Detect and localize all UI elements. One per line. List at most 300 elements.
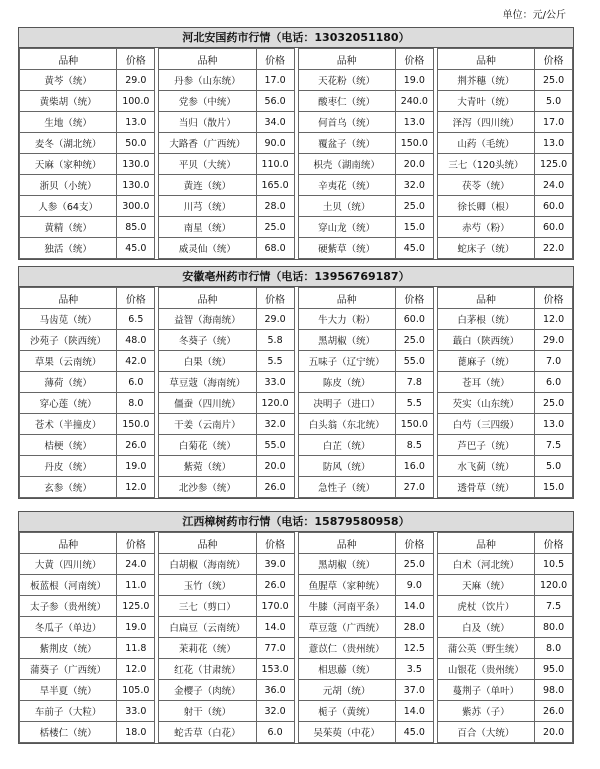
variety-price: 5.0 (535, 456, 573, 477)
variety-name: 苍术（半撞皮） (20, 414, 117, 435)
table-row (437, 554, 572, 575)
variety-name: 穿心莲（统） (20, 393, 117, 414)
variety-price: 48.0 (117, 330, 155, 351)
variety-price: 60.0 (535, 217, 573, 238)
variety-price: 14.0 (395, 596, 433, 617)
variety-name: 白芷（统） (298, 435, 395, 456)
variety-price: 42.0 (117, 351, 155, 372)
variety-name: 车前子（大粒） (20, 701, 117, 722)
table-row (298, 659, 433, 680)
variety-price: 45.0 (395, 722, 433, 743)
variety-price: 26.0 (256, 575, 294, 596)
table-row (298, 196, 433, 217)
variety-price: 77.0 (256, 638, 294, 659)
column-header-variety: 品种 (437, 533, 534, 554)
table-row (298, 175, 433, 196)
table-row (20, 351, 155, 372)
column-header-variety: 品种 (159, 533, 256, 554)
column-header-variety: 品种 (20, 288, 117, 309)
table-row (20, 701, 155, 722)
variety-price: 10.5 (535, 554, 573, 575)
variety-name: 生地（统） (20, 112, 117, 133)
price-table-group (19, 532, 155, 743)
variety-name: 冬葵子（统） (159, 330, 256, 351)
table-row (20, 554, 155, 575)
table-row (437, 617, 572, 638)
table-row (437, 217, 572, 238)
column-header-variety: 品种 (298, 288, 395, 309)
variety-name: 草豆蔻（海南统） (159, 372, 256, 393)
variety-name: 白果（统） (159, 351, 256, 372)
variety-price: 8.0 (117, 393, 155, 414)
market-section-jiangxi-zhangshu (18, 511, 574, 744)
table-row (298, 133, 433, 154)
table-row (159, 617, 294, 638)
price-table-group (158, 532, 294, 743)
variety-price: 120.0 (256, 393, 294, 414)
variety-price: 68.0 (256, 238, 294, 259)
variety-price: 9.0 (395, 575, 433, 596)
variety-name: 辛夷花（统） (298, 175, 395, 196)
table-row (298, 638, 433, 659)
variety-price: 26.0 (256, 477, 294, 498)
table-row (159, 196, 294, 217)
variety-price: 32.0 (256, 414, 294, 435)
variety-name: 白术（河北统） (437, 554, 534, 575)
variety-price: 20.0 (395, 154, 433, 175)
table-row (298, 680, 433, 701)
variety-name: 元胡（统） (298, 680, 395, 701)
variety-name: 何首乌（统） (298, 112, 395, 133)
table-row (159, 91, 294, 112)
table-header-row (159, 533, 294, 554)
variety-name: 玉竹（统） (159, 575, 256, 596)
variety-name: 山药（毛统） (437, 133, 534, 154)
variety-name: 硬紫草（统） (298, 238, 395, 259)
variety-name: 蛇舌草（白花） (159, 722, 256, 743)
table-row (437, 722, 572, 743)
variety-price: 28.0 (256, 196, 294, 217)
price-table-group (298, 532, 434, 743)
variety-price: 85.0 (117, 217, 155, 238)
table-row (20, 477, 155, 498)
variety-price: 5.5 (395, 393, 433, 414)
table-row (159, 554, 294, 575)
variety-name: 益智（海南统） (159, 309, 256, 330)
variety-price: 12.0 (117, 659, 155, 680)
table-row (20, 112, 155, 133)
variety-name: 旱半夏（统） (20, 680, 117, 701)
variety-name: 天麻（统） (437, 575, 534, 596)
variety-price: 90.0 (256, 133, 294, 154)
table-row (298, 70, 433, 91)
variety-price: 36.0 (256, 680, 294, 701)
variety-price: 12.0 (117, 477, 155, 498)
variety-price: 13.0 (395, 112, 433, 133)
variety-price: 55.0 (395, 351, 433, 372)
table-header-row (437, 49, 572, 70)
price-table-group (19, 48, 155, 259)
price-table-group (437, 532, 573, 743)
variety-name: 黑胡椒（统） (298, 330, 395, 351)
variety-name: 南星（统） (159, 217, 256, 238)
variety-name: 桔梗（统） (20, 435, 117, 456)
variety-price: 120.0 (535, 575, 573, 596)
variety-name: 急性子（统） (298, 477, 395, 498)
column-header-price: 价格 (395, 288, 433, 309)
variety-name: 相思藤（统） (298, 659, 395, 680)
table-row (437, 680, 572, 701)
variety-name: 紫苏（子） (437, 701, 534, 722)
variety-name: 白头翁（东北统） (298, 414, 395, 435)
table-row (437, 372, 572, 393)
table-row (298, 217, 433, 238)
variety-price: 150.0 (395, 414, 433, 435)
variety-price: 25.0 (395, 554, 433, 575)
table-row (298, 575, 433, 596)
variety-price: 153.0 (256, 659, 294, 680)
variety-price: 26.0 (117, 435, 155, 456)
variety-name: 射干（统） (159, 701, 256, 722)
variety-price: 24.0 (117, 554, 155, 575)
variety-name: 防风（统） (298, 456, 395, 477)
column-header-price: 价格 (117, 533, 155, 554)
price-grid (18, 286, 574, 499)
variety-price: 8.0 (535, 638, 573, 659)
unit-label: 单位：元/公斤 (502, 10, 566, 21)
table-row (437, 351, 572, 372)
table-row (298, 414, 433, 435)
variety-price: 50.0 (117, 133, 155, 154)
variety-price: 26.0 (535, 701, 573, 722)
variety-name: 徐长卿（根） (437, 196, 534, 217)
variety-price: 105.0 (117, 680, 155, 701)
variety-name: 干姜（云南片） (159, 414, 256, 435)
column-header-variety: 品种 (159, 288, 256, 309)
variety-price: 32.0 (256, 701, 294, 722)
variety-name: 金樱子（肉统） (159, 680, 256, 701)
variety-name: 透骨草（统） (437, 477, 534, 498)
variety-price: 34.0 (256, 112, 294, 133)
variety-name: 板蓝根（河南统） (20, 575, 117, 596)
table-header-row (298, 288, 433, 309)
variety-name: 白扁豆（云南统） (159, 617, 256, 638)
price-table-group (437, 48, 573, 259)
table-row (20, 638, 155, 659)
table-row (159, 309, 294, 330)
table-row (159, 638, 294, 659)
variety-name: 玄参（统） (20, 477, 117, 498)
variety-name: 决明子（进口） (298, 393, 395, 414)
table-row (159, 154, 294, 175)
table-row (159, 175, 294, 196)
variety-price: 170.0 (256, 596, 294, 617)
column-header-price: 价格 (535, 288, 573, 309)
variety-name: 覆盆子（统） (298, 133, 395, 154)
table-row (437, 414, 572, 435)
variety-price: 6.5 (117, 309, 155, 330)
variety-price: 6.0 (117, 372, 155, 393)
table-row (298, 154, 433, 175)
table-row (298, 112, 433, 133)
variety-price: 29.0 (256, 309, 294, 330)
variety-name: 芦巴子（统） (437, 435, 534, 456)
table-row (20, 456, 155, 477)
market-section-hebei-anguo (18, 27, 574, 260)
variety-price: 14.0 (256, 617, 294, 638)
variety-price: 60.0 (535, 196, 573, 217)
variety-price: 24.0 (535, 175, 573, 196)
price-grid (18, 47, 574, 260)
variety-name: 虎杖（饮片） (437, 596, 534, 617)
column-header-variety: 品种 (437, 288, 534, 309)
variety-price: 25.0 (535, 393, 573, 414)
table-row (437, 154, 572, 175)
variety-price: 150.0 (117, 414, 155, 435)
column-header-price: 价格 (117, 288, 155, 309)
table-row (437, 435, 572, 456)
variety-price: 6.0 (256, 722, 294, 743)
table-row (437, 596, 572, 617)
table-row (159, 701, 294, 722)
variety-price: 165.0 (256, 175, 294, 196)
column-header-price: 价格 (395, 533, 433, 554)
variety-price: 56.0 (256, 91, 294, 112)
variety-name: 白及（统） (437, 617, 534, 638)
table-row (298, 554, 433, 575)
price-table-group (437, 287, 573, 498)
price-table-group (158, 48, 294, 259)
variety-price: 55.0 (256, 435, 294, 456)
variety-name: 蒲葵子（广西统） (20, 659, 117, 680)
variety-price: 45.0 (117, 238, 155, 259)
table-header-row (159, 49, 294, 70)
variety-price: 5.0 (535, 91, 573, 112)
table-row (437, 477, 572, 498)
variety-name: 芡实（山东统） (437, 393, 534, 414)
table-row (298, 309, 433, 330)
variety-name: 平贝（大统） (159, 154, 256, 175)
table-row (298, 722, 433, 743)
table-row (20, 91, 155, 112)
table-row (159, 456, 294, 477)
column-header-variety: 品种 (437, 49, 534, 70)
variety-price: 8.5 (395, 435, 433, 456)
variety-name: 冬瓜子（单边） (20, 617, 117, 638)
table-header-row (20, 533, 155, 554)
variety-name: 薄荷（统） (20, 372, 117, 393)
column-header-price: 价格 (256, 533, 294, 554)
table-row (20, 217, 155, 238)
variety-name: 牛大力（粉） (298, 309, 395, 330)
table-row (437, 701, 572, 722)
table-row (159, 477, 294, 498)
variety-name: 草果（云南统） (20, 351, 117, 372)
variety-name: 马齿苋（统） (20, 309, 117, 330)
table-row (159, 722, 294, 743)
variety-name: 北沙参（统） (159, 477, 256, 498)
variety-name: 白芍（三四级） (437, 414, 534, 435)
variety-name: 百合（大统） (437, 722, 534, 743)
variety-price: 32.0 (395, 175, 433, 196)
variety-name: 威灵仙（统） (159, 238, 256, 259)
variety-name: 人参（64支） (20, 196, 117, 217)
table-row (20, 659, 155, 680)
table-row (20, 133, 155, 154)
variety-name: 大路香（广西统） (159, 133, 256, 154)
variety-price: 33.0 (117, 701, 155, 722)
variety-name: 蔓荆子（单叶） (437, 680, 534, 701)
table-row (159, 133, 294, 154)
variety-price: 33.0 (256, 372, 294, 393)
table-row (159, 680, 294, 701)
table-row (298, 596, 433, 617)
variety-name: 陈皮（统） (298, 372, 395, 393)
table-row (159, 659, 294, 680)
variety-name: 土贝（统） (298, 196, 395, 217)
variety-price: 28.0 (395, 617, 433, 638)
table-header-row (20, 49, 155, 70)
table-row (159, 596, 294, 617)
column-header-price: 价格 (117, 49, 155, 70)
price-table-group (298, 48, 434, 259)
table-row (437, 309, 572, 330)
table-row (20, 722, 155, 743)
variety-price: 3.5 (395, 659, 433, 680)
table-row (159, 330, 294, 351)
variety-name: 紫菀（统） (159, 456, 256, 477)
table-row (159, 112, 294, 133)
variety-name: 红花（甘肃统） (159, 659, 256, 680)
variety-price: 45.0 (395, 238, 433, 259)
variety-name: 蕺白（陕西统） (437, 330, 534, 351)
variety-price: 125.0 (535, 154, 573, 175)
table-row (20, 196, 155, 217)
table-row (437, 196, 572, 217)
variety-price: 13.0 (535, 414, 573, 435)
variety-name: 独活（统） (20, 238, 117, 259)
variety-price: 19.0 (117, 617, 155, 638)
variety-price: 25.0 (256, 217, 294, 238)
variety-price: 13.0 (117, 112, 155, 133)
variety-name: 丹皮（统） (20, 456, 117, 477)
table-row (159, 351, 294, 372)
variety-name: 黄连（统） (159, 175, 256, 196)
variety-price: 19.0 (117, 456, 155, 477)
table-row (437, 456, 572, 477)
table-row (298, 701, 433, 722)
column-header-variety: 品种 (298, 49, 395, 70)
variety-name: 酸枣仁（统） (298, 91, 395, 112)
table-row (298, 435, 433, 456)
variety-price: 37.0 (395, 680, 433, 701)
table-header-row (437, 533, 572, 554)
variety-name: 川芎（统） (159, 196, 256, 217)
table-row (437, 112, 572, 133)
market-title: 安徽亳州药市行情（电话：13956769187） (18, 266, 574, 286)
variety-price: 5.8 (256, 330, 294, 351)
variety-name: 浙贝（小统） (20, 175, 117, 196)
table-row (437, 575, 572, 596)
variety-name: 白菊花（统） (159, 435, 256, 456)
variety-price: 25.0 (395, 196, 433, 217)
variety-price: 17.0 (535, 112, 573, 133)
variety-name: 黄精（统） (20, 217, 117, 238)
variety-price: 110.0 (256, 154, 294, 175)
variety-name: 穿山龙（统） (298, 217, 395, 238)
variety-name: 枳壳（湖南统） (298, 154, 395, 175)
variety-price: 125.0 (117, 596, 155, 617)
price-table-group (158, 287, 294, 498)
variety-name: 丹参（山东统） (159, 70, 256, 91)
variety-name: 黄柴胡（统） (20, 91, 117, 112)
variety-name: 蓖麻子（统） (437, 351, 534, 372)
table-row (437, 393, 572, 414)
variety-price: 11.0 (117, 575, 155, 596)
price-table-group (298, 287, 434, 498)
table-header-row (20, 288, 155, 309)
table-row (159, 238, 294, 259)
market-section-anhui-bozhou (18, 266, 574, 499)
table-row (437, 70, 572, 91)
variety-name: 白胡椒（海南统） (159, 554, 256, 575)
variety-name: 草豆蔻（广西统） (298, 617, 395, 638)
variety-price: 5.5 (256, 351, 294, 372)
variety-name: 白茅根（统） (437, 309, 534, 330)
variety-name: 天花粉（统） (298, 70, 395, 91)
table-row (20, 596, 155, 617)
variety-name: 蛇床子（统） (437, 238, 534, 259)
variety-price: 13.0 (535, 133, 573, 154)
table-row (159, 435, 294, 456)
table-row (437, 91, 572, 112)
variety-name: 牛膝（河南平条） (298, 596, 395, 617)
variety-price: 17.0 (256, 70, 294, 91)
variety-name: 蒲公英（野生统） (437, 638, 534, 659)
column-header-variety: 品种 (159, 49, 256, 70)
variety-name: 茉莉花（统） (159, 638, 256, 659)
variety-price: 15.0 (535, 477, 573, 498)
table-row (298, 477, 433, 498)
market-title: 河北安国药市行情（电话：13032051180） (18, 27, 574, 47)
variety-price: 7.0 (535, 351, 573, 372)
variety-price: 25.0 (535, 70, 573, 91)
variety-price: 25.0 (395, 330, 433, 351)
table-row (20, 617, 155, 638)
column-header-price: 价格 (395, 49, 433, 70)
variety-price: 60.0 (395, 309, 433, 330)
variety-name: 吴茱萸（中花） (298, 722, 395, 743)
variety-price: 39.0 (256, 554, 294, 575)
table-row (298, 372, 433, 393)
variety-name: 五味子（辽宁统） (298, 351, 395, 372)
variety-price: 20.0 (256, 456, 294, 477)
variety-price: 100.0 (117, 91, 155, 112)
table-row (159, 217, 294, 238)
table-row (298, 456, 433, 477)
column-header-variety: 品种 (298, 533, 395, 554)
table-row (437, 659, 572, 680)
variety-name: 党参（中统） (159, 91, 256, 112)
variety-name: 紫荆皮（统） (20, 638, 117, 659)
table-row (298, 330, 433, 351)
table-row (159, 372, 294, 393)
variety-price: 27.0 (395, 477, 433, 498)
variety-name: 黑胡椒（统） (298, 554, 395, 575)
column-header-price: 价格 (535, 49, 573, 70)
variety-name: 茯苓（统） (437, 175, 534, 196)
variety-price: 12.5 (395, 638, 433, 659)
